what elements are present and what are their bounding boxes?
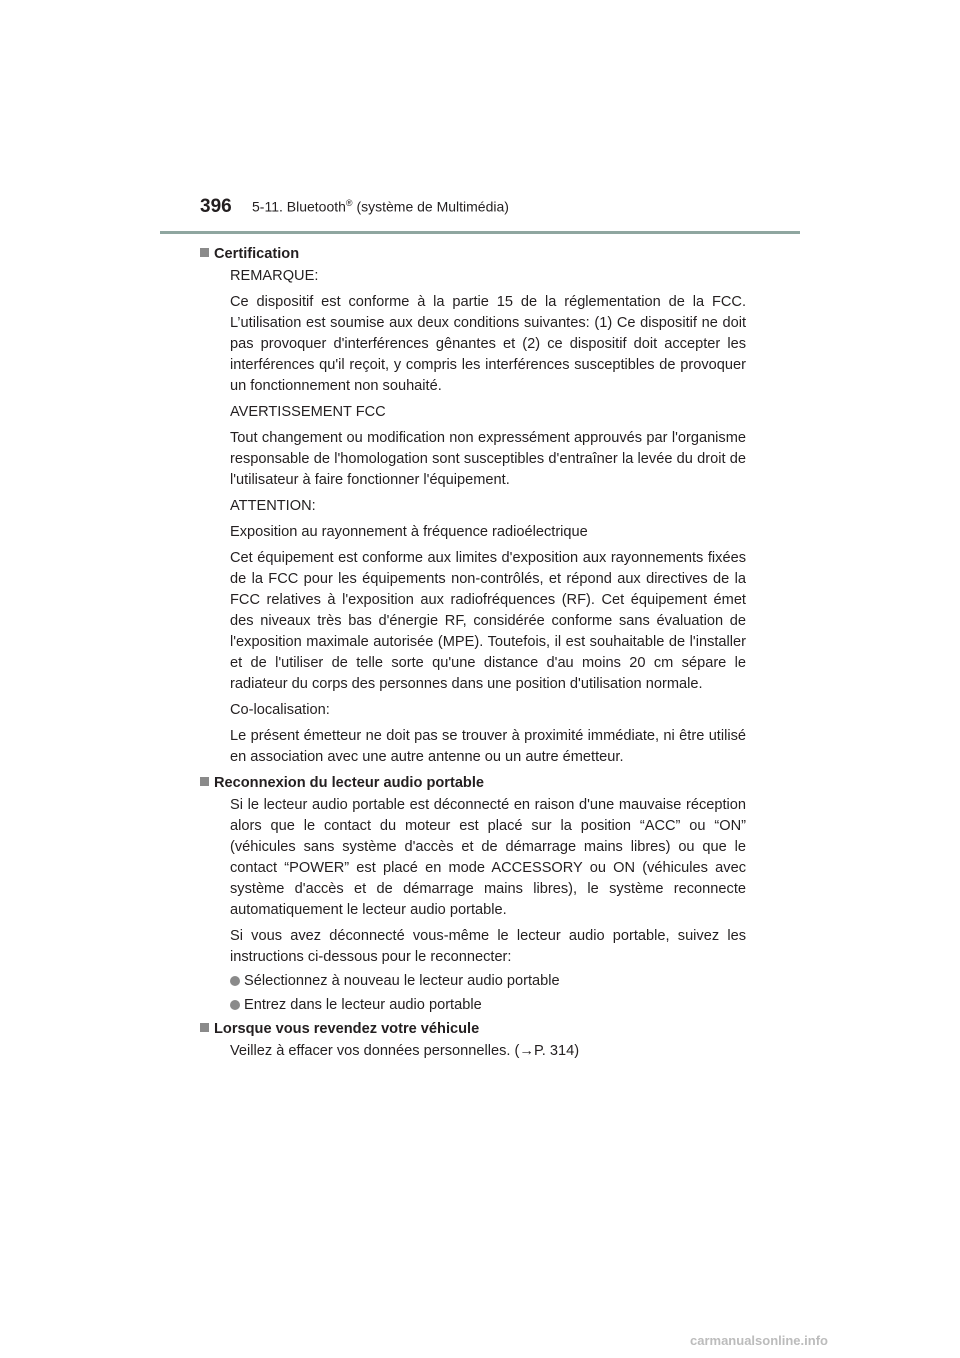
square-bullet-icon xyxy=(200,777,209,786)
list-item: Entrez dans le lecteur audio portable xyxy=(230,995,746,1016)
square-bullet-icon xyxy=(200,248,209,257)
page-number: 396 xyxy=(200,196,232,217)
square-bullet-icon xyxy=(200,1023,209,1032)
paragraph: Le présent émetteur ne doit pas se trouver à proximité immédiate, ni être utilisé en association avec une autre antenne ou un autre émetteur. xyxy=(230,728,746,765)
watermark: carmanualsonline.info xyxy=(690,1333,828,1348)
round-bullet-icon xyxy=(230,1000,240,1010)
paragraph: Tout changement ou modification non expressément approuvés par l'organisme responsable de l'homologation sont susceptibles d'entraîner la levée du droit de l'utilisateur à faire fonctionner l'équipement. xyxy=(230,430,746,488)
paragraph: AVERTISSEMENT FCC xyxy=(230,404,386,420)
chapter-title: 5-11. Bluetooth® (système de Multimédia) xyxy=(252,198,509,215)
section-title-certification: Certification xyxy=(200,244,746,265)
paragraph: Ce dispositif est conforme à la partie 15 de la réglementation de la FCC. L’utilisation est soumise aux deux conditions suivantes: (1) Ce dispositif ne doit pas provoquer d'interférences gênantes et (2) ce dispositif doit accepter les interférences qu'il reçoit, y compris les interférences susceptibles de provoquer un fonctionnement non souhaité. xyxy=(230,294,746,394)
page-content xyxy=(213,242,746,1062)
registered-mark: ® xyxy=(345,198,353,209)
paragraph: ATTENTION: xyxy=(230,498,316,514)
paragraph: Si le lecteur audio portable est déconnecté en raison d'une mauvaise réception alors que le contact du moteur est placé sur la position “ACC” ou “ON” (véhicules sans système d'accès et de démarrage mains libres) ou que le contact “POWER” est placé en mode ACCESSORY ou ON (véhicules avec système d'accès et de démarrage mains libres), le système reconnecte automatiquement le lecteur audio portable. xyxy=(230,797,746,918)
paragraph: Veillez à effacer vos données personnelles. (→P. 314) xyxy=(230,1043,580,1059)
round-bullet-icon xyxy=(230,976,240,986)
paragraph: Exposition au rayonnement à fréquence radioélectrique xyxy=(230,524,588,540)
paragraph: Co-localisation: xyxy=(230,702,330,718)
paragraph: Si vous avez déconnecté vous-même le lecteur audio portable, suivez les instructions ci-dessous pour le reconnecter: xyxy=(230,928,746,965)
section-title-resale: Lorsque vous revendez votre véhicule xyxy=(200,1019,746,1040)
paragraph: REMARQUE: xyxy=(230,268,319,284)
list-item: Sélectionnez à nouveau le lecteur audio portable xyxy=(230,971,746,992)
section-title-reconnection: Reconnexion du lecteur audio portable xyxy=(200,773,746,794)
paragraph: Cet équipement est conforme aux limites d'exposition aux rayonnements fixées de la FCC pour les équipements non-contrôlés, et répond aux directives de la FCC relatives à l'exposition aux radiofréquences (RF). Cet équipement émet des niveaux très bas d'énergie RF, considérée conforme sans évaluation de l'exposition maximale autorisée (MPE). Toutefois, il est souhaitable de l'installer et de l'utiliser de telle sorte qu'une distance d'au moins 20 cm sépare le radiateur du corps des personnes dans une position d'utilisation normale. xyxy=(230,550,746,692)
header-divider xyxy=(160,231,800,234)
page-header xyxy=(200,196,509,218)
